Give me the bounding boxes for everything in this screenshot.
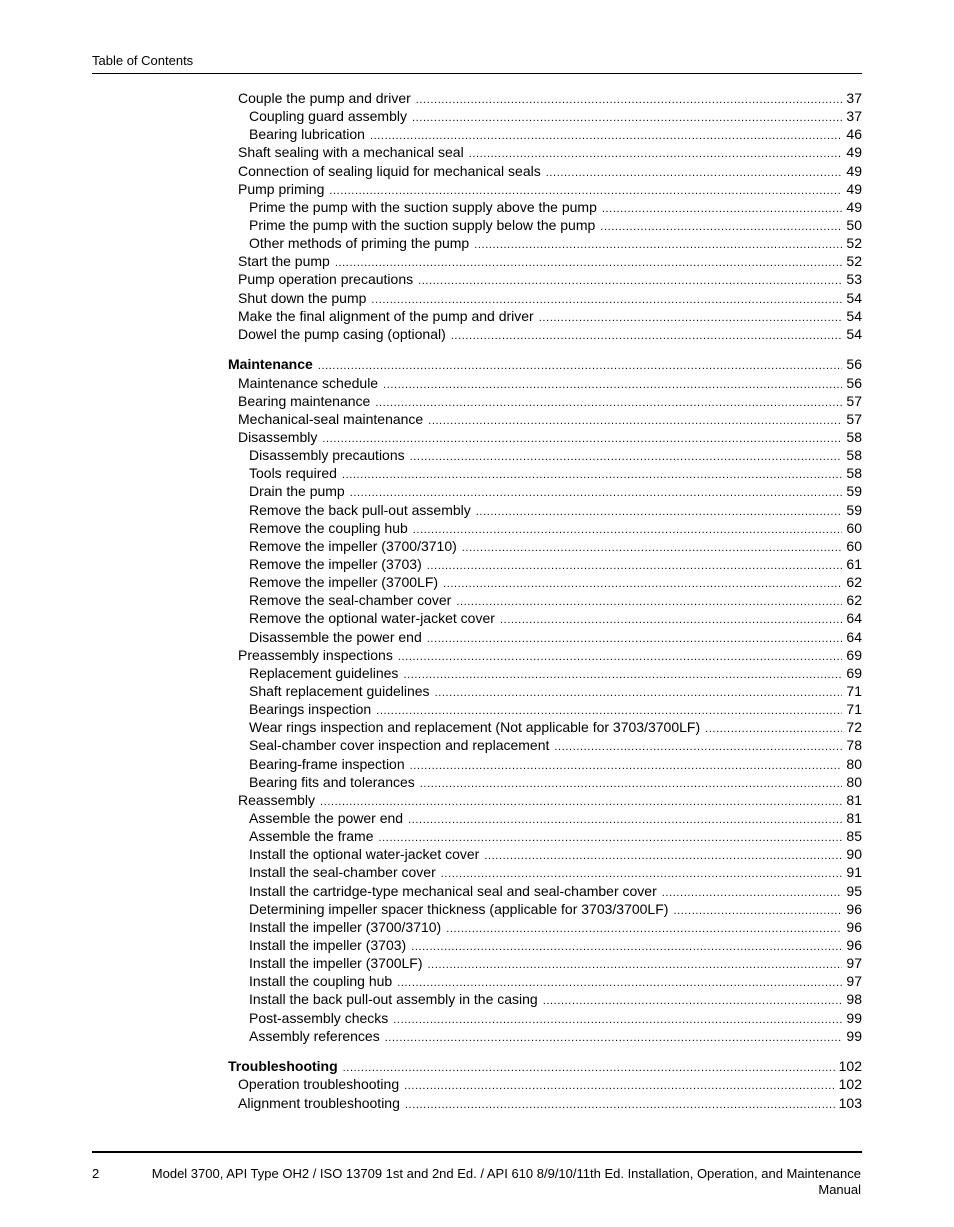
toc-entry-page: 69 xyxy=(846,664,862,681)
toc-entry-title: Install the seal-chamber cover xyxy=(249,864,436,881)
toc-entry-page: 53 xyxy=(846,271,862,288)
toc-entry-title: Remove the impeller (3703) xyxy=(249,556,422,573)
toc-entry-page: 49 xyxy=(846,198,862,215)
toc-section-entry[interactable] xyxy=(228,355,862,373)
toc-entry-page: 59 xyxy=(846,483,862,500)
toc-entry-title: Install the optional water-jacket cover xyxy=(249,846,480,863)
dot-leader xyxy=(398,648,843,666)
toc-entry-title: Dowel the pump casing (optional) xyxy=(238,325,446,342)
toc-section-entry[interactable] xyxy=(228,1057,862,1075)
toc-entry[interactable] xyxy=(228,682,862,700)
toc-entry[interactable] xyxy=(228,700,862,718)
toc-entry-page: 64 xyxy=(846,610,862,627)
toc-entry-title: Maintenance schedule xyxy=(238,374,379,391)
toc-entry-title: Bearing lubrication xyxy=(249,126,365,143)
toc-entry-page: 54 xyxy=(846,289,862,306)
toc-entry[interactable] xyxy=(228,918,862,936)
toc-entry[interactable] xyxy=(228,773,862,791)
toc-entry-page: 78 xyxy=(846,737,862,754)
toc-entry[interactable] xyxy=(228,143,862,161)
toc-entry-title: Pump priming xyxy=(238,180,325,197)
toc-entry[interactable] xyxy=(228,198,862,216)
toc-entry-title: Determining impeller spacer thickness (applicable for 3703/3700LF) xyxy=(249,900,669,917)
toc-entry-page: 96 xyxy=(846,918,862,935)
toc-entry-title: Prime the pump with the suction supply below the pump xyxy=(249,216,596,233)
toc-entry-page: 90 xyxy=(846,846,862,863)
toc-entry-title: Bearings inspection xyxy=(249,701,372,718)
toc-entry-page: 96 xyxy=(846,936,862,953)
toc-entry-title: Maintenance xyxy=(228,356,313,373)
footer-divider xyxy=(92,1151,862,1153)
dot-leader xyxy=(600,218,842,236)
toc-entry[interactable] xyxy=(228,573,862,591)
toc-entry-page: 81 xyxy=(846,809,862,826)
toc-entry-title: Install the impeller (3700/3710) xyxy=(249,918,442,935)
toc-entry-page: 49 xyxy=(846,144,862,161)
toc-entry-page: 64 xyxy=(846,628,862,645)
table-of-contents xyxy=(228,89,862,1112)
toc-entry-title: Wear rings inspection and replacement (Not applicable for 3703/3700LF) xyxy=(249,719,701,736)
toc-entry[interactable] xyxy=(228,827,862,845)
toc-entry[interactable] xyxy=(228,410,862,428)
toc-entry[interactable] xyxy=(228,591,862,609)
toc-entry[interactable] xyxy=(228,809,862,827)
toc-entry[interactable] xyxy=(228,900,862,918)
toc-entry-page: 37 xyxy=(846,108,862,125)
toc-entry-page: 69 xyxy=(846,646,862,663)
toc-entry-title: Other methods of priming the pump xyxy=(249,235,470,252)
toc-entry-title: Drain the pump xyxy=(249,483,345,500)
toc-entry-title: Bearing-frame inspection xyxy=(249,755,405,772)
toc-entry[interactable] xyxy=(228,392,862,410)
dot-leader xyxy=(412,109,842,127)
toc-entry[interactable] xyxy=(228,89,862,107)
dot-leader xyxy=(427,557,843,575)
toc-entry-page: 91 xyxy=(846,864,862,881)
toc-entry-page: 80 xyxy=(846,773,862,790)
toc-entry[interactable] xyxy=(228,755,862,773)
toc-entry-title: Assemble the frame xyxy=(249,828,374,845)
toc-entry-page: 56 xyxy=(846,356,862,373)
toc-entry-title: Remove the coupling hub xyxy=(249,519,408,536)
toc-entry-page: 81 xyxy=(846,791,862,808)
dot-leader xyxy=(662,884,843,902)
toc-entry-page: 72 xyxy=(846,719,862,736)
running-header: Table of Contents xyxy=(92,53,194,68)
toc-entry[interactable] xyxy=(228,107,862,125)
toc-entry[interactable] xyxy=(228,501,862,519)
toc-entry-page: 54 xyxy=(846,325,862,342)
toc-entry[interactable] xyxy=(228,374,862,392)
toc-entry-page: 46 xyxy=(846,126,862,143)
toc-entry[interactable] xyxy=(228,555,862,573)
toc-entry-page: 57 xyxy=(846,410,862,427)
dot-leader xyxy=(428,412,842,430)
toc-entry-title: Coupling guard assembly xyxy=(249,108,407,125)
toc-entry[interactable] xyxy=(228,609,862,627)
toc-entry-page: 49 xyxy=(846,180,862,197)
dot-leader xyxy=(383,376,842,394)
toc-entry-title: Mechanical-seal maintenance xyxy=(238,410,424,427)
header-divider xyxy=(92,73,862,74)
toc-entry-title: Pump operation precautions xyxy=(238,271,414,288)
dot-leader xyxy=(476,503,843,521)
dot-leader xyxy=(427,630,843,648)
toc-entry[interactable] xyxy=(228,216,862,234)
toc-entry-title: Alignment troubleshooting xyxy=(238,1094,400,1111)
toc-entry-page: 80 xyxy=(846,755,862,772)
dot-leader xyxy=(705,720,842,738)
toc-entry-title: Connection of sealing liquid for mechanical seals xyxy=(238,162,541,179)
toc-entry-title: Troubleshooting xyxy=(228,1058,338,1075)
toc-entry[interactable] xyxy=(228,1027,862,1045)
dot-leader xyxy=(408,811,842,829)
dot-leader xyxy=(393,1011,842,1029)
toc-entry-page: 58 xyxy=(846,465,862,482)
toc-entry-page: 97 xyxy=(846,955,862,972)
toc-entry-title: Make the final alignment of the pump and driver xyxy=(238,307,534,324)
toc-entry-title: Couple the pump and driver xyxy=(238,90,411,106)
dot-leader xyxy=(420,775,843,793)
toc-entry-title: Disassemble the power end xyxy=(249,628,422,645)
toc-entry-title: Bearing fits and tolerances xyxy=(249,773,415,790)
dot-leader xyxy=(539,309,843,327)
dot-leader xyxy=(411,938,842,956)
toc-entry[interactable] xyxy=(228,1009,862,1027)
toc-entry-page: 61 xyxy=(846,556,862,573)
toc-entry-page: 96 xyxy=(846,900,862,917)
toc-entry-title: Shut down the pump xyxy=(238,289,367,306)
toc-entry[interactable] xyxy=(228,464,862,482)
dot-leader xyxy=(543,992,843,1010)
toc-entry-page: 99 xyxy=(846,1009,862,1026)
dot-leader xyxy=(342,466,842,484)
toc-entry-title: Bearing maintenance xyxy=(238,392,371,409)
dot-leader xyxy=(410,757,843,775)
toc-entry-page: 62 xyxy=(846,574,862,591)
toc-entry[interactable] xyxy=(228,954,862,972)
toc-entry-title: Install the cartridge-type mechanical seal and seal-chamber cover xyxy=(249,882,657,899)
toc-entry-page: 54 xyxy=(846,307,862,324)
toc-entry-title: Disassembly precautions xyxy=(249,447,405,464)
dot-leader xyxy=(484,847,842,865)
dot-leader xyxy=(428,956,843,974)
dot-leader xyxy=(385,1029,843,1047)
toc-entry-title: Install the impeller (3700LF) xyxy=(249,955,423,972)
toc-entry[interactable] xyxy=(228,325,862,343)
toc-entry-title: Install the coupling hub xyxy=(249,973,393,990)
toc-entry[interactable] xyxy=(228,1075,862,1093)
toc-entry-page: 49 xyxy=(846,162,862,179)
toc-entry-page: 62 xyxy=(846,592,862,609)
toc-entry-page: 57 xyxy=(846,392,862,409)
dot-leader xyxy=(413,521,843,539)
toc-entry-title: Remove the back pull-out assembly xyxy=(249,501,471,518)
toc-entry-title: Seal-chamber cover inspection and replacement xyxy=(249,737,550,754)
dot-leader xyxy=(602,200,843,218)
toc-entry[interactable] xyxy=(228,519,862,537)
dot-leader xyxy=(403,666,842,684)
dot-leader xyxy=(375,394,842,412)
dot-leader xyxy=(446,920,842,938)
document-title: Model 3700, API Type OH2 / ISO 13709 1st and 2nd Ed. / API 610 8/9/10/11th Ed. Installation, Operation, and Maintenance Manual xyxy=(151,1166,861,1197)
toc-entry[interactable] xyxy=(228,234,862,252)
toc-entry-page: 71 xyxy=(846,701,862,718)
toc-entry[interactable] xyxy=(228,736,862,754)
dot-leader xyxy=(474,236,842,254)
toc-entry-title: Shaft sealing with a mechanical seal xyxy=(238,144,464,161)
toc-entry-page: 59 xyxy=(846,501,862,518)
page-number: 2 xyxy=(92,1166,100,1181)
dot-leader xyxy=(451,327,843,345)
dot-leader xyxy=(673,902,842,920)
toc-entry[interactable] xyxy=(228,990,862,1008)
toc-entry-page: 58 xyxy=(846,429,862,446)
toc-entry-title: Assembly references xyxy=(249,1027,380,1044)
toc-entry-title: Assemble the power end xyxy=(249,809,404,826)
toc-entry-title: Prime the pump with the suction supply above the pump xyxy=(249,198,597,215)
toc-entry-page: 85 xyxy=(846,828,862,845)
toc-entry-page: 56 xyxy=(846,374,862,391)
toc-entry[interactable] xyxy=(228,664,862,682)
dot-leader xyxy=(546,164,843,182)
toc-entry-title: Replacement guidelines xyxy=(249,664,399,681)
toc-entry-title: Shaft replacement guidelines xyxy=(249,683,430,699)
toc-entry[interactable] xyxy=(228,428,862,446)
toc-entry-title: Operation troubleshooting xyxy=(238,1076,400,1093)
dot-leader xyxy=(418,272,842,290)
toc-entry[interactable] xyxy=(228,125,862,143)
toc-entry-title: Preassembly inspections xyxy=(238,646,393,663)
toc-entry-page: 97 xyxy=(846,973,862,990)
toc-entry-page: 52 xyxy=(846,253,862,270)
toc-entry-page: 60 xyxy=(846,537,862,554)
dot-leader xyxy=(443,575,842,593)
toc-entry-page: 98 xyxy=(846,991,862,1008)
dot-leader xyxy=(405,1096,835,1114)
toc-entry-page: 102 xyxy=(838,1058,862,1075)
toc-entry-title: Start the pump xyxy=(238,253,330,270)
toc-entry[interactable] xyxy=(228,289,862,307)
toc-entry-title: Remove the optional water-jacket cover xyxy=(249,610,495,627)
toc-entry-page: 60 xyxy=(846,519,862,536)
toc-entry[interactable] xyxy=(228,628,862,646)
toc-entry[interactable] xyxy=(228,270,862,288)
toc-entry[interactable] xyxy=(228,537,862,555)
toc-entry[interactable] xyxy=(228,252,862,270)
toc-entry-title: Install the back pull-out assembly in the casing xyxy=(249,991,538,1008)
toc-entry-title: Remove the impeller (3700/3710) xyxy=(249,537,457,554)
dot-leader xyxy=(404,1077,835,1095)
toc-entry[interactable] xyxy=(228,180,862,198)
toc-entry-page: 95 xyxy=(846,882,862,899)
toc-entry[interactable] xyxy=(228,307,862,325)
toc-entry[interactable] xyxy=(228,718,862,736)
toc-entry-page: 71 xyxy=(846,683,862,699)
dot-leader xyxy=(435,684,843,702)
toc-entry-page: 99 xyxy=(846,1027,862,1044)
toc-entry-title: Install the impeller (3703) xyxy=(249,936,407,953)
toc-entry-title: Post-assembly checks xyxy=(249,1009,389,1026)
toc-entry[interactable] xyxy=(228,882,862,900)
dot-leader xyxy=(343,1059,835,1077)
dot-leader xyxy=(500,611,843,629)
toc-entry-page: 37 xyxy=(846,90,862,106)
toc-entry-title: Remove the seal-chamber cover xyxy=(249,592,452,609)
toc-entry[interactable] xyxy=(228,791,862,809)
dot-leader xyxy=(554,738,842,756)
toc-entry[interactable] xyxy=(228,1094,862,1112)
toc-entry-title: Tools required xyxy=(249,465,337,482)
toc-entry[interactable] xyxy=(228,162,862,180)
toc-entry-title: Disassembly xyxy=(238,429,318,446)
toc-entry-page: 58 xyxy=(846,447,862,464)
toc-entry[interactable] xyxy=(228,482,862,500)
dot-leader xyxy=(318,357,843,375)
toc-entry[interactable] xyxy=(228,646,862,664)
toc-entry-title: Remove the impeller (3700LF) xyxy=(249,574,439,591)
toc-entry[interactable] xyxy=(228,446,862,464)
dot-leader xyxy=(462,539,843,557)
toc-entry-page: 102 xyxy=(838,1076,862,1093)
toc-entry[interactable] xyxy=(228,845,862,863)
toc-entry-page: 50 xyxy=(846,216,862,233)
toc-entry[interactable] xyxy=(228,863,862,881)
dot-leader xyxy=(456,593,842,611)
toc-entry-page: 103 xyxy=(838,1094,862,1111)
toc-entry-page: 52 xyxy=(846,235,862,252)
dot-leader xyxy=(416,91,843,109)
toc-entry[interactable] xyxy=(228,972,862,990)
dot-leader xyxy=(410,448,843,466)
toc-entry[interactable] xyxy=(228,936,862,954)
toc-entry-title: Reassembly xyxy=(238,791,316,808)
